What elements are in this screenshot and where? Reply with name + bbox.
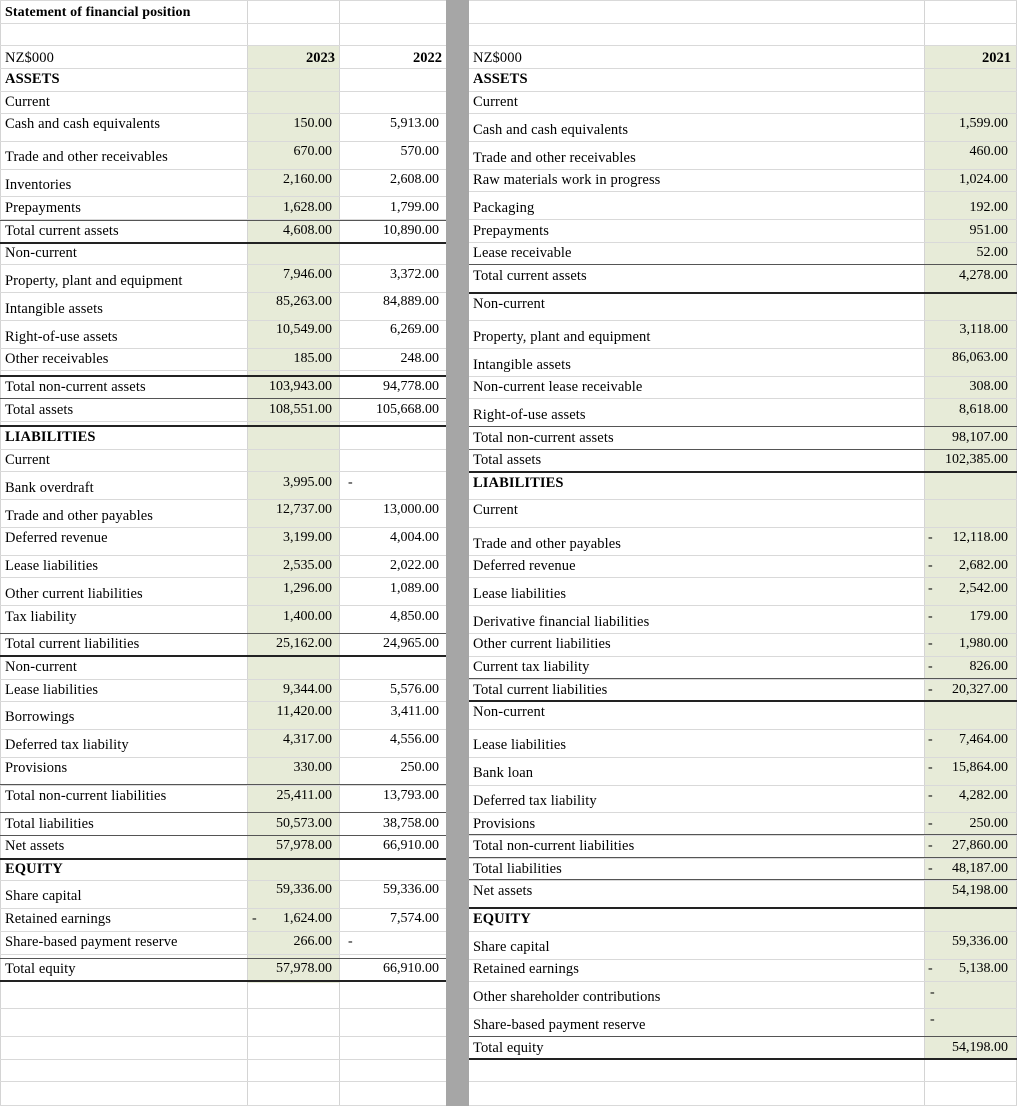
gridline — [0, 499, 446, 500]
row-label: ASSETS — [473, 71, 528, 87]
value-2022: 248.00 — [400, 351, 439, 366]
value-2021: 179.00 — [969, 609, 1008, 624]
row-label: Current — [473, 94, 518, 110]
value-2022: 570.00 — [400, 144, 439, 159]
value-2022: 13,000.00 — [383, 502, 439, 517]
gridline — [0, 527, 446, 528]
value-2023: 57,978.00 — [276, 961, 332, 976]
gridline — [469, 812, 1017, 813]
negative-sign: - — [928, 838, 933, 853]
value-2021: 52.00 — [976, 245, 1008, 260]
row-label: Lease liabilities — [473, 586, 567, 602]
value-2022: 5,576.00 — [390, 682, 439, 697]
row-label: Lease receivable — [473, 245, 572, 261]
row-label: Current tax liability — [473, 659, 590, 675]
row-label: Packaging — [473, 200, 535, 216]
row-label: Retained earnings — [5, 911, 111, 927]
row-label: Total current assets — [5, 223, 119, 239]
negative-sign: - — [928, 558, 933, 573]
unit-label-left: NZ$000 — [5, 50, 54, 66]
gridline — [0, 679, 446, 680]
value-2023: 57,978.00 — [276, 838, 332, 853]
value-2021: 12,118.00 — [952, 530, 1008, 545]
gridline — [469, 981, 1017, 982]
row-label: LIABILITIES — [473, 475, 564, 491]
gridline — [469, 700, 1017, 702]
value-2023: 108,551.00 — [269, 402, 332, 417]
value-2023: 103,943.00 — [269, 379, 332, 394]
value-2023: 85,263.00 — [276, 294, 332, 309]
value-2021: 2,542.00 — [959, 581, 1008, 596]
row-label: Total non-current assets — [473, 430, 614, 446]
year-2021-header: 2021 — [982, 50, 1011, 66]
value-2021: 54,198.00 — [952, 883, 1008, 898]
gridline — [469, 169, 1017, 170]
value-2021: - — [930, 985, 935, 1000]
gridline — [0, 1059, 446, 1060]
value-2021: - — [930, 1012, 935, 1027]
value-2022: 4,004.00 — [390, 530, 439, 545]
value-2021: 4,278.00 — [959, 268, 1008, 283]
gridline — [469, 880, 1017, 881]
row-label: Total non-current liabilities — [5, 788, 167, 804]
gridline — [0, 425, 446, 427]
gridline — [469, 426, 1017, 427]
value-2021: 250.00 — [969, 816, 1008, 831]
value-2023: 12,737.00 — [276, 502, 332, 517]
gridline — [0, 729, 446, 730]
gridline — [0, 196, 446, 197]
year-2023-header: 2023 — [306, 50, 335, 66]
gridline — [0, 633, 446, 634]
gridline — [0, 23, 446, 24]
value-2022: 38,758.00 — [383, 816, 439, 831]
gridline — [924, 0, 925, 1106]
row-label: Current — [5, 452, 50, 468]
row-label: EQUITY — [5, 861, 63, 877]
value-2023: 25,162.00 — [276, 636, 332, 651]
gridline — [469, 555, 1017, 556]
gridline — [0, 292, 446, 293]
row-label: Share capital — [473, 939, 550, 955]
row-label: Intangible assets — [473, 357, 571, 373]
gridline — [469, 242, 1017, 243]
value-2021: 1,980.00 — [959, 636, 1008, 651]
row-label: Total liabilities — [473, 861, 562, 877]
value-2021: 8,618.00 — [959, 402, 1008, 417]
value-2021: 59,336.00 — [952, 934, 1008, 949]
value-2023: 1,628.00 — [283, 200, 332, 215]
gridline — [0, 555, 446, 556]
negative-sign: - — [928, 682, 933, 697]
value-2022: - — [348, 475, 353, 490]
value-2021: 54,198.00 — [952, 1040, 1008, 1055]
value-2022: 10,890.00 — [383, 223, 439, 238]
gridline — [0, 880, 446, 881]
value-2021: 826.00 — [969, 659, 1008, 674]
row-label: Total equity — [5, 961, 76, 977]
gridline — [0, 91, 446, 92]
row-label: Prepayments — [5, 200, 82, 216]
row-label: Other receivables — [5, 351, 109, 367]
gridline — [469, 527, 1017, 528]
row-label: Bank loan — [473, 765, 534, 781]
row-label: Derivative financial liabilities — [473, 614, 650, 630]
row-label: Deferred revenue — [5, 530, 108, 546]
value-2023: 10,549.00 — [276, 322, 332, 337]
value-2022: 7,574.00 — [390, 911, 439, 926]
gridline — [0, 577, 446, 578]
row-label: Non-current lease receivable — [473, 379, 643, 395]
row-label: Deferred tax liability — [5, 737, 129, 753]
row-label: Provisions — [5, 760, 68, 776]
gridline — [0, 471, 446, 472]
row-label: Intangible assets — [5, 301, 103, 317]
gridline — [0, 1008, 446, 1009]
row-label: Total current liabilities — [473, 682, 608, 698]
negative-sign: - — [928, 636, 933, 651]
row-label: Cash and cash equivalents — [473, 122, 629, 138]
gridline — [469, 68, 1017, 69]
gridline — [469, 834, 1017, 835]
value-2023: 4,608.00 — [283, 223, 332, 238]
value-2022: 1,799.00 — [390, 200, 439, 215]
row-label: Cash and cash equivalents — [5, 116, 161, 132]
row-label: Total current assets — [473, 268, 587, 284]
gridline — [0, 908, 446, 909]
value-2023: 3,995.00 — [283, 475, 332, 490]
value-2022: 3,372.00 — [390, 267, 439, 282]
gridline — [469, 471, 1017, 473]
gridline — [469, 141, 1017, 142]
value-2023: 9,344.00 — [283, 682, 332, 697]
gridline — [0, 954, 446, 955]
gridline — [0, 449, 446, 450]
gridline — [469, 577, 1017, 578]
gridline — [469, 1058, 1017, 1060]
gridline — [0, 370, 446, 371]
row-label: LIABILITIES — [5, 429, 96, 445]
value-2021: 20,327.00 — [952, 682, 1008, 697]
gridline — [469, 757, 1017, 758]
row-label: Share-based payment reserve — [473, 1017, 646, 1033]
value-2023: 330.00 — [293, 760, 332, 775]
value-2023: 4,317.00 — [283, 732, 332, 747]
gridline — [247, 0, 248, 1106]
gridline — [469, 45, 1017, 46]
value-2021: 86,063.00 — [952, 350, 1008, 365]
value-2021: 7,464.00 — [959, 732, 1008, 747]
value-2021: 192.00 — [969, 200, 1008, 215]
gridline — [0, 655, 446, 657]
gridline — [0, 785, 446, 786]
page-title: Statement of financial position — [5, 5, 191, 20]
negative-sign: - — [928, 530, 933, 545]
gridline — [469, 931, 1017, 932]
gridline — [0, 113, 446, 114]
row-label: Provisions — [473, 816, 536, 832]
value-2021: 308.00 — [969, 379, 1008, 394]
gridline — [469, 113, 1017, 114]
value-2022: 66,910.00 — [383, 961, 439, 976]
value-2023: 266.00 — [293, 934, 332, 949]
value-2022: 1,089.00 — [390, 581, 439, 596]
gridline — [469, 858, 1017, 859]
value-2023: 150.00 — [293, 116, 332, 131]
value-2022: 3,411.00 — [390, 704, 439, 719]
negative-sign: - — [928, 760, 933, 775]
value-2021: 3,118.00 — [959, 322, 1008, 337]
row-label: Trade and other payables — [5, 508, 154, 524]
row-label: Non-current — [5, 659, 77, 675]
negative-sign: - — [928, 961, 933, 976]
value-2021: 98,107.00 — [952, 430, 1008, 445]
row-label: Other current liabilities — [473, 636, 611, 652]
gridline — [0, 421, 446, 422]
negative-sign: - — [928, 788, 933, 803]
row-label: Trade and other receivables — [5, 149, 168, 165]
value-2021: 5,138.00 — [959, 961, 1008, 976]
gridline — [0, 812, 446, 813]
row-label: Share-based payment reserve — [5, 934, 178, 950]
gridline — [469, 23, 1017, 24]
negative-sign: - — [928, 732, 933, 747]
gridline — [469, 678, 1017, 679]
value-2021: 48,187.00 — [952, 861, 1008, 876]
value-2021: 1,599.00 — [959, 116, 1008, 131]
gridline — [469, 656, 1017, 657]
value-2023: 1,400.00 — [283, 609, 332, 624]
gridline — [0, 858, 446, 860]
value-2021: 27,860.00 — [952, 838, 1008, 853]
negative-sign: - — [928, 816, 933, 831]
row-label: Non-current — [473, 704, 545, 720]
gridline — [339, 0, 340, 1106]
gridline — [0, 141, 446, 142]
gridline — [0, 68, 446, 69]
gridline — [0, 784, 446, 785]
row-label: Lease liabilities — [5, 682, 99, 698]
row-label: Lease liabilities — [5, 558, 99, 574]
value-2023: 670.00 — [293, 144, 332, 159]
gridline — [0, 169, 446, 170]
value-2022: 4,850.00 — [390, 609, 439, 624]
gridline — [469, 835, 1017, 836]
gridline — [469, 292, 1017, 294]
row-label: Property, plant and equipment — [5, 273, 183, 289]
value-2021: 102,385.00 — [945, 452, 1008, 467]
value-2022: 5,913.00 — [390, 116, 439, 131]
gridline — [0, 980, 446, 982]
gridline — [0, 45, 446, 46]
row-label: Bank overdraft — [5, 480, 94, 496]
row-label: Property, plant and equipment — [473, 329, 651, 345]
row-label: Share capital — [5, 888, 82, 904]
value-2022: 84,889.00 — [383, 294, 439, 309]
gridline — [0, 835, 446, 836]
value-2021: 1,024.00 — [959, 172, 1008, 187]
gridline — [0, 264, 446, 265]
row-label: Total non-current assets — [5, 379, 146, 395]
gridline — [0, 1081, 446, 1082]
gridline — [469, 376, 1017, 377]
gridline — [469, 219, 1017, 220]
value-2022: 13,793.00 — [383, 788, 439, 803]
gridline — [469, 398, 1017, 399]
gridline — [0, 931, 446, 932]
gridline — [469, 0, 1017, 1]
value-2023: 2,160.00 — [283, 172, 332, 187]
row-label: Trade and other payables — [473, 536, 622, 552]
gridline — [469, 785, 1017, 786]
row-label: ASSETS — [5, 71, 60, 87]
row-label: Prepayments — [473, 223, 550, 239]
gridline — [0, 1036, 446, 1037]
value-2022: 59,336.00 — [383, 882, 439, 897]
gridline — [0, 320, 446, 321]
row-label: Inventories — [5, 177, 72, 193]
gridline — [0, 348, 446, 349]
gridline — [469, 91, 1017, 92]
value-2023: 59,336.00 — [276, 882, 332, 897]
value-2021: 951.00 — [969, 223, 1008, 238]
row-label: Current — [5, 94, 50, 110]
row-label: Right-of-use assets — [5, 329, 118, 345]
negative-sign: - — [252, 911, 257, 926]
gridline — [0, 0, 1, 1106]
row-label: Net assets — [5, 838, 65, 854]
value-2022: 2,022.00 — [390, 558, 439, 573]
value-2023: 1,296.00 — [283, 581, 332, 596]
gridline — [0, 375, 446, 377]
value-2021: 460.00 — [969, 144, 1008, 159]
row-label: Total non-current liabilities — [473, 838, 635, 854]
row-label: Raw materials work in progress — [473, 172, 661, 188]
value-2023: 1,624.00 — [283, 911, 332, 926]
gridline — [0, 605, 446, 606]
value-2022: 4,556.00 — [390, 732, 439, 747]
gridline — [469, 679, 1017, 680]
negative-sign: - — [928, 581, 933, 596]
gridline — [469, 633, 1017, 634]
value-2021: 2,682.00 — [959, 558, 1008, 573]
value-2022: 2,608.00 — [390, 172, 439, 187]
gridline — [469, 729, 1017, 730]
value-2023: 2,535.00 — [283, 558, 332, 573]
negative-sign: - — [928, 609, 933, 624]
unit-label-right: NZ$000 — [473, 50, 522, 66]
gridline — [469, 907, 1017, 909]
column-divider — [446, 0, 469, 1106]
gridline — [469, 449, 1017, 450]
row-label: Retained earnings — [473, 961, 579, 977]
row-label: Total equity — [473, 1040, 544, 1056]
gridline — [0, 0, 446, 1]
gridline — [0, 398, 446, 399]
gridline — [469, 1036, 1017, 1037]
value-2022: 105,668.00 — [376, 402, 439, 417]
value-2023: 50,573.00 — [276, 816, 332, 831]
row-label: Deferred tax liability — [473, 793, 597, 809]
value-2022: 66,910.00 — [383, 838, 439, 853]
row-label: Total assets — [5, 402, 74, 418]
gridline — [469, 264, 1017, 265]
row-label: EQUITY — [473, 911, 531, 927]
gridline — [469, 191, 1017, 192]
value-2021: 15,864.00 — [952, 760, 1008, 775]
negative-sign: - — [928, 861, 933, 876]
negative-sign: - — [928, 659, 933, 674]
gridline — [469, 1008, 1017, 1009]
gridline — [469, 348, 1017, 349]
row-label: Tax liability — [5, 609, 77, 625]
gridline — [0, 958, 446, 959]
row-label: Current — [473, 502, 518, 518]
value-2022: 24,965.00 — [383, 636, 439, 651]
row-label: Other current liabilities — [5, 586, 143, 602]
row-label: Trade and other receivables — [473, 150, 636, 166]
value-2021: 4,282.00 — [959, 788, 1008, 803]
row-label: Deferred revenue — [473, 558, 576, 574]
value-2023: 11,420.00 — [276, 704, 332, 719]
row-label: Right-of-use assets — [473, 407, 586, 423]
gridline — [469, 857, 1017, 858]
gridline — [0, 701, 446, 702]
value-2022: 250.00 — [400, 760, 439, 775]
value-2023: 3,199.00 — [283, 530, 332, 545]
year-2022-header: 2022 — [413, 50, 442, 66]
gridline — [469, 499, 1017, 500]
value-2023: 185.00 — [293, 351, 332, 366]
gridline — [0, 220, 446, 221]
row-label: Borrowings — [5, 709, 75, 725]
row-label: Total liabilities — [5, 816, 94, 832]
gridline — [469, 605, 1017, 606]
value-2023: 25,411.00 — [276, 788, 332, 803]
value-2022: 94,778.00 — [383, 379, 439, 394]
row-label: Other shareholder contributions — [473, 989, 661, 1005]
value-2023: 7,946.00 — [283, 267, 332, 282]
row-label: Total assets — [473, 452, 542, 468]
row-label: Lease liabilities — [473, 737, 567, 753]
value-2022: - — [348, 934, 353, 949]
row-label: Net assets — [473, 883, 533, 899]
value-2022: 6,269.00 — [390, 322, 439, 337]
gridline — [0, 757, 446, 758]
gridline — [469, 1081, 1017, 1082]
row-label: Non-current — [5, 245, 77, 261]
row-label: Non-current — [473, 296, 545, 312]
gridline — [469, 320, 1017, 321]
row-label: Total current liabilities — [5, 636, 140, 652]
gridline — [469, 879, 1017, 880]
